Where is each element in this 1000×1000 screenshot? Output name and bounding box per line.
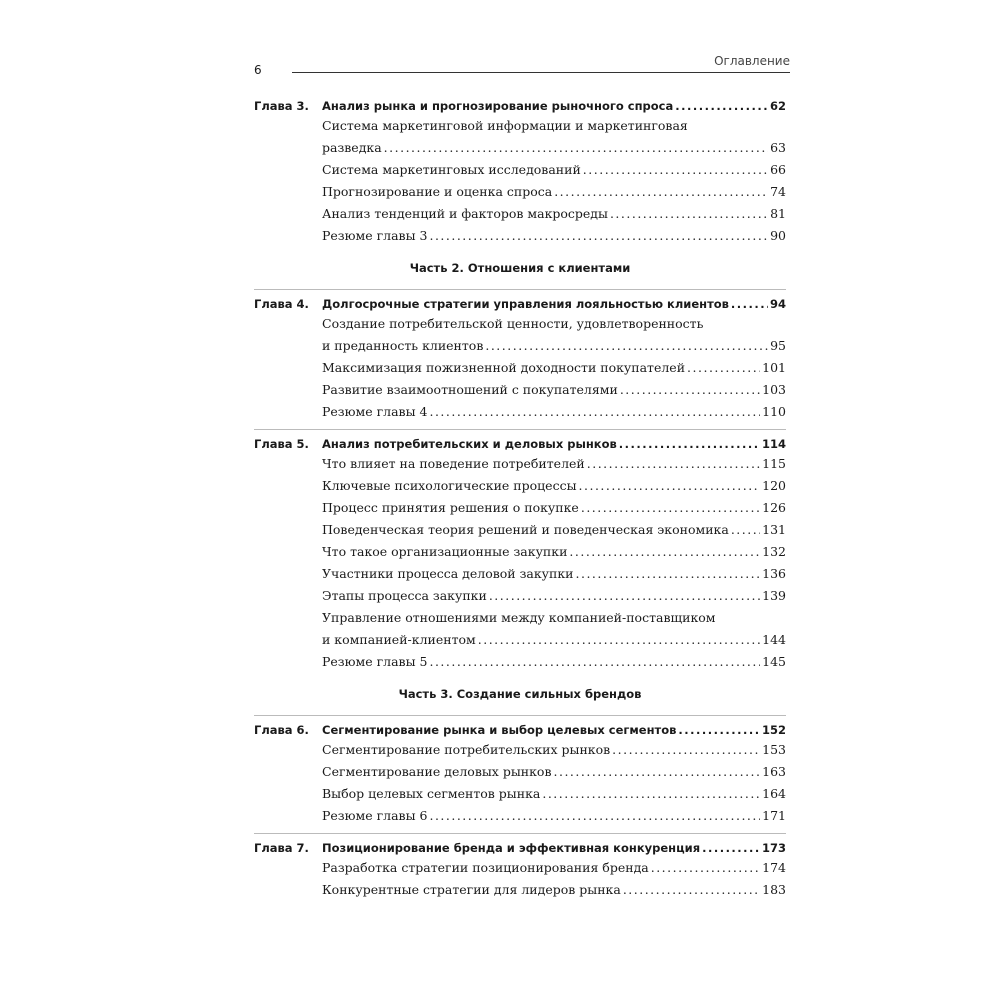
chapter-page: 62	[769, 99, 786, 113]
chapter-block	[254, 715, 786, 830]
toc-entry[interactable]	[322, 360, 786, 382]
chapter-label: Глава 7.	[254, 841, 309, 855]
entry-title: и преданность клиентов	[322, 338, 484, 353]
entry-title: Что влияет на поведение потребителей	[322, 456, 585, 471]
toc-entry[interactable]	[322, 808, 786, 830]
dot-leader	[731, 296, 768, 312]
entry-title: Участники процесса деловой закупки	[322, 566, 574, 581]
running-title: Оглавление	[714, 54, 790, 68]
entry-page: 174	[762, 860, 786, 875]
dot-leader	[581, 500, 760, 516]
dot-leader	[678, 722, 760, 738]
dot-leader	[612, 742, 760, 758]
entry-title: Ключевые психологические процессы	[322, 478, 577, 493]
entry-title: Прогнозирование и оценка спроса	[322, 184, 553, 199]
dot-leader	[675, 98, 768, 114]
chapter-heading[interactable]	[254, 722, 786, 742]
entry-page: 90	[770, 228, 786, 243]
toc-entry[interactable]	[322, 764, 786, 786]
entry-page: 115	[762, 456, 786, 471]
entry-title: Сегментирование деловых рынков	[322, 764, 552, 779]
entry-page: 132	[762, 544, 786, 559]
dot-leader	[579, 478, 761, 494]
entry-title: Резюме главы 3	[322, 228, 428, 243]
entry-title: Анализ тенденций и факторов макросреды	[322, 206, 608, 221]
entry-page: 81	[770, 206, 786, 221]
dot-leader	[587, 456, 760, 472]
part-heading: Часть 3. Создание сильных брендов	[398, 687, 642, 701]
chapter-title: Позиционирование бренда и эффективная конкуренция	[322, 841, 701, 855]
entry-page: 153	[762, 742, 786, 757]
entry-page: 145	[762, 654, 786, 669]
entry-page: 144	[762, 632, 786, 647]
dot-leader	[429, 654, 760, 670]
chapter-page: 94	[769, 297, 786, 311]
toc-entry[interactable]	[322, 882, 786, 904]
entry-page: 63	[770, 140, 786, 155]
toc-entry[interactable]	[322, 786, 786, 808]
chapter-page: 114	[761, 437, 786, 451]
toc-entry[interactable]	[322, 404, 786, 426]
chapter-page: 152	[761, 723, 786, 737]
dot-leader	[554, 764, 761, 780]
chapter-block	[254, 98, 786, 250]
chapter-heading[interactable]	[254, 296, 786, 316]
dot-leader	[623, 882, 760, 898]
entry-page: 126	[762, 500, 786, 515]
dot-leader	[554, 184, 768, 200]
entry-page: 66	[770, 162, 786, 177]
dot-leader	[485, 338, 768, 354]
toc-entry[interactable]	[322, 588, 786, 610]
dot-leader	[610, 206, 768, 222]
entry-title: и компанией-клиентом	[322, 632, 476, 647]
toc-entry[interactable]	[322, 742, 786, 764]
entry-page: 183	[762, 882, 786, 897]
toc-entry[interactable]	[322, 228, 786, 250]
dot-leader	[619, 436, 760, 452]
entry-title: Максимизация пожизненной доходности покупателей	[322, 360, 686, 375]
dot-leader	[731, 522, 760, 538]
dot-leader	[620, 382, 760, 398]
chapter-label: Глава 3.	[254, 99, 309, 113]
entry-page: 120	[762, 478, 786, 493]
entry-page: 163	[762, 764, 786, 779]
toc-entry[interactable]	[322, 522, 786, 544]
toc-entry[interactable]	[322, 544, 786, 566]
entry-title: Развитие взаимоотношений с покупателями	[322, 382, 618, 397]
dot-leader	[542, 786, 760, 802]
entry-page: 136	[762, 566, 786, 581]
entry-page: 171	[762, 808, 786, 823]
page-header	[254, 54, 790, 76]
toc-entry[interactable]	[322, 654, 786, 676]
chapter-heading[interactable]	[254, 436, 786, 456]
chapter-title: Анализ потребительских и деловых рынков	[322, 437, 617, 451]
entry-title: Выбор целевых сегментов рынка	[322, 786, 541, 801]
entry-title: Этапы процесса закупки	[322, 588, 487, 603]
toc-entry[interactable]	[322, 610, 786, 654]
entry-title: Резюме главы 5	[322, 654, 428, 669]
entry-title: Поведенческая теория решений и поведенческая экономика	[322, 522, 729, 537]
chapter-title: Анализ рынка и прогнозирование рыночного спроса	[322, 99, 674, 113]
entry-title: Резюме главы 6	[322, 808, 428, 823]
chapter-title: Сегментирование рынка и выбор целевых сегментов	[322, 723, 677, 737]
entry-page: 110	[762, 404, 786, 419]
dot-leader	[687, 360, 760, 376]
entry-title: Конкурентные стратегии для лидеров рынка	[322, 882, 621, 897]
page-number: 6	[254, 63, 262, 77]
toc-entry[interactable]	[322, 382, 786, 404]
chapter-label: Глава 6.	[254, 723, 309, 737]
entry-title: Система маркетинговых исследований	[322, 162, 581, 177]
entry-page: 74	[770, 184, 786, 199]
chapter-page: 173	[761, 841, 786, 855]
dot-leader	[429, 228, 768, 244]
table-of-contents	[254, 98, 786, 904]
toc-entry[interactable]	[322, 566, 786, 588]
toc-entry[interactable]	[322, 184, 786, 206]
toc-entry[interactable]	[322, 860, 786, 882]
toc-entry[interactable]	[322, 316, 786, 360]
entry-title: Резюме главы 4	[322, 404, 428, 419]
entry-title-line: Управление отношениями между компанией-поставщиком	[322, 610, 716, 625]
dot-leader	[651, 860, 760, 876]
chapter-block	[254, 833, 786, 904]
chapter-label: Глава 4.	[254, 297, 309, 311]
toc-entry[interactable]	[322, 478, 786, 500]
entry-page: 131	[762, 522, 786, 537]
toc-entry[interactable]	[322, 118, 786, 162]
chapter-label: Глава 5.	[254, 437, 309, 451]
toc-entry[interactable]	[322, 162, 786, 184]
entry-page: 101	[762, 360, 786, 375]
entry-page: 164	[762, 786, 786, 801]
part-heading: Часть 2. Отношения с клиентами	[409, 261, 631, 275]
dot-leader	[583, 162, 768, 178]
entry-title: Сегментирование потребительских рынков	[322, 742, 611, 757]
dot-leader	[384, 140, 768, 156]
chapter-heading[interactable]	[254, 840, 786, 860]
entry-title: разведка	[322, 140, 382, 155]
entry-page: 95	[770, 338, 786, 353]
dot-leader	[429, 404, 760, 420]
toc-entry[interactable]	[322, 500, 786, 522]
chapter-title: Долгосрочные стратегии управления лояльностью клиентов	[322, 297, 729, 311]
toc-entry[interactable]	[322, 206, 786, 228]
entry-title-line: Система маркетинговой информации и маркетинговая	[322, 118, 688, 133]
dot-leader	[576, 566, 761, 582]
chapter-block	[254, 429, 786, 676]
chapter-heading[interactable]	[254, 98, 786, 118]
entry-title: Что такое организационные закупки	[322, 544, 568, 559]
dot-leader	[702, 840, 760, 856]
header-rule	[292, 72, 790, 73]
entry-title-line: Создание потребительской ценности, удовлетворенность	[322, 316, 704, 331]
entry-title: Процесс принятия решения о покупке	[322, 500, 579, 515]
dot-leader	[569, 544, 760, 560]
entry-page: 103	[762, 382, 786, 397]
entry-page: 139	[762, 588, 786, 603]
dot-leader	[478, 632, 760, 648]
dot-leader	[429, 808, 760, 824]
toc-entry[interactable]	[322, 456, 786, 478]
chapter-block	[254, 289, 786, 426]
entry-title: Разработка стратегии позиционирования бренда	[322, 860, 649, 875]
dot-leader	[489, 588, 760, 604]
